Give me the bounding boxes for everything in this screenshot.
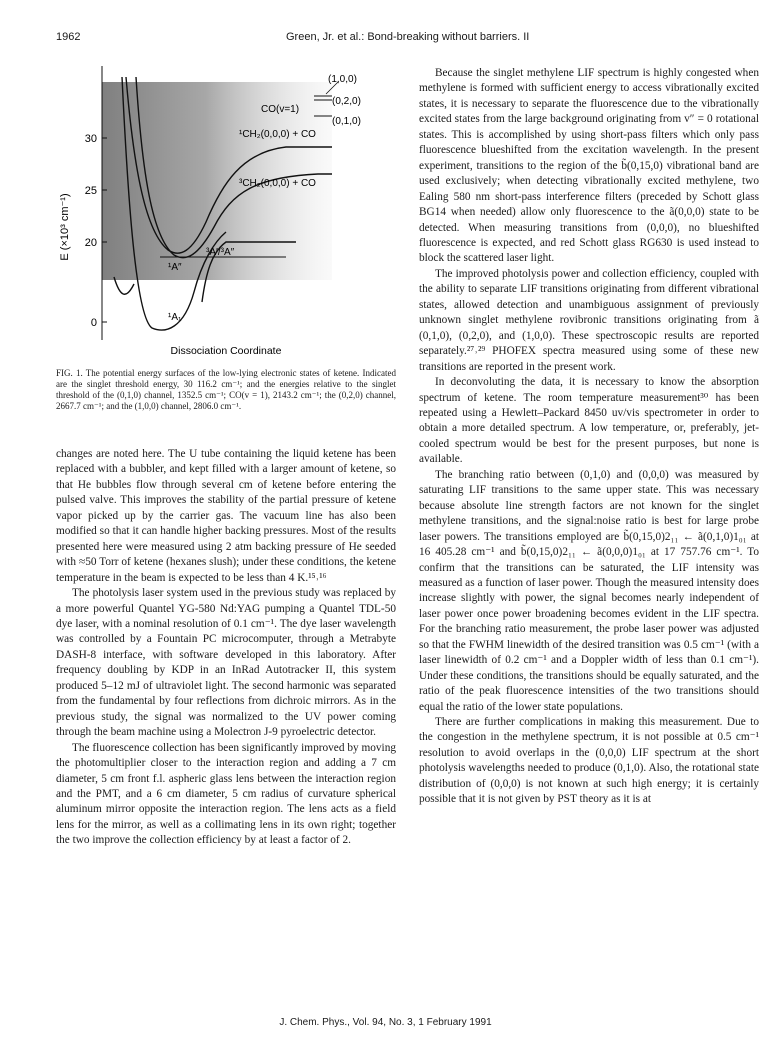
paragraph: Because the singlet methylene LIF spectrum is highly congested when methylene is formed with sufficient energy to access vibrationally excited states, it is necessary to separate the fluorescence due to the vibrationally excited states from the large background originating from v″ = 0 rotational states. This is accomplished by using short-pass filters which only pass fluorescence blueshifted from the excitation wavelength. In the present experiment, transitions to the region of the b̃(0,15,0) vibrational band are used exclusively; when detecting vibrationally excited methylene, two Ealing 580 nm short-pass interference filters (preceded by Schott glass BG14 when needed) allow only fluorescence to the ã(0,0,0) state to be detected. When measuring transitions from (0,0,0), no blueshifted fluorescence is expected, and red Schott glass RG630 is used instead to block the scattered laser light. <box>419 67 759 265</box>
label-3a: ³A′/³A″ <box>206 247 235 258</box>
figure-1 <box>56 52 396 360</box>
label-triplet-ch2: ³CH₂(0,0,0) + CO <box>239 178 316 189</box>
paragraph: The fluorescence collection has been significantly improved by moving the photomultiplier closer to the interaction region and adding a 7 cm diameter, 5 cm front f.l. aspheric glass lens between the interaction region and the PMT, and a 6 cm diameter, 5 cm radius of curvature spherical aluminum mirror opposite the interaction region. The lens acts as a field lens for the mirror, as well as a collimating lens in its own right; together the two improve the collection efficiency by at least a factor of 2. <box>56 741 396 847</box>
paragraph: In deconvoluting the data, it is necessary to know the absorption spectrum of ketene. The room temperature measurement³⁰ has been repeated using a Hewlett–Packard 8450 uv/vis spectrometer in order to obtain a more detailed spectrum. A low temperature, or, preferably, jet-cooled spectrum would be best for the present purposes, but none is available. <box>419 376 759 466</box>
label-1a1: ¹A₁ <box>168 312 182 323</box>
paragraph: The photolysis laser system used in the previous study was replaced by a more powerful Quantel YG-580 Nd:YAG pumping a Quantel TDL-50 dye laser, with a nominal resolution of 0.1 cm⁻¹. The dye laser wavelength was controlled by a Fountain PC microcomputer, through a Metrabyte DASH-8 interface, with software developed in this laboratory. After frequency doubling by KDP in an InRad Autotracker II, this system produced 5–12 mJ of ultraviolet light. The second harmonic was separated from the fundamental by four reflections from dichroic mirrors. As in the previous study, the signal was normalized to the UV power coming through the beam machine using a Molectron J-9 pyroelectric detector. <box>56 587 396 739</box>
figure-caption: FIG. 1. The potential energy surfaces of the low-lying electronic states of ketene. Indicated are the singlet threshold energy, 30 116.2 cm⁻¹; and the energies relative to the singlet threshold of the (0,1,0) channel, 1352.5 cm⁻¹; CO(v = 1), 2143.2 cm⁻¹; the (0,2,0) channel, 2667.7 cm⁻¹; and the (1,0,0) channel, 2806.0 cm⁻¹. <box>56 368 396 412</box>
y-axis-label: E (×10³ cm⁻¹) <box>59 193 71 261</box>
potential-energy-diagram <box>56 52 396 360</box>
y-tick-25: 25 <box>84 185 97 197</box>
label-010: (0,1,0) <box>332 116 361 127</box>
journal-footer: J. Chem. Phys., Vol. 94, No. 3, 1 February 1991 <box>279 1017 492 1028</box>
x-axis-label: Dissociation Coordinate <box>170 345 282 357</box>
paragraph: The branching ratio between (0,1,0) and (0,0,0) was measured by saturating LIF transitions to the same upper state. This was necessary because absolute line strength factors are not known for the singlet methylene transitions, and the signal:noise ratio is best for large probe laser powers. The transitions employed are b̃(0,15,0)2₁₁ ← ã(0,1,0)1₀₁ at 16 405.28 cm⁻¹ and b̃(0,15,0)2₁₁ ← ã(0,0,0)1₀₁ at 17 757.76 cm⁻¹. To confirm that the transitions can be saturated, the LIF intensity was measured as a function of laser power. Though the measured intensity does increase slightly with power, the signal becomes nearly independent of laser power once power broadening becomes evident in the LIF spectra. For the branching ratio measurement, the probe laser power was adjusted so that the FWHM linewidth of the desired transition was 0.5 cm⁻¹ (with a laser linewidth of 0.2 cm⁻¹ and a Doppler width of less than 0.1 cm⁻¹). Under these conditions, the transitions should be equally saturated, and the ratio of the peak fluorescence intensities of the two transitions should equal the ratio of the lower state populations. <box>419 468 759 713</box>
y-tick-30: 30 <box>84 133 97 145</box>
y-tick-0: 0 <box>90 317 97 329</box>
y-tick-20: 20 <box>84 237 97 249</box>
label-100: (1,0,0) <box>328 74 357 85</box>
running-title: Green, Jr. et al.: Bond-breaking without barriers. II <box>286 31 530 43</box>
label-co-v1: CO(v=1) <box>261 104 300 115</box>
paragraph: The improved photolysis power and collection efficiency, coupled with the ability to separate LIF transitions originating from different vibrational states, allowed detection and unambiguous assignment of previously unknown singlet methylene rovibronic transitions originating from ã (0,1,0), (0,2,0), and (1,0,0). These spectroscopic results are reported separately.²⁷˒²⁹ PHOFEX spectra measured using some of these new transitions are reported in the present work. <box>419 267 759 373</box>
label-singlet-ch2: ¹CH₂(0,0,0) + CO <box>239 129 316 140</box>
paragraph: There are further complications in making this measurement. Due to the congestion in the methylene spectrum, it is not possible at 0.5 cm⁻¹ resolution to avoid overlaps in the (0,0,0) LIF spectrum at the short photolysis wavelengths needed to produce (0,1,0). Also, the rotational state distribution of (0,0,0) is not known at such high energy; it is certainly possible that it is not given by PST theory as it is at <box>419 716 759 806</box>
page-number: 1962 <box>56 31 81 43</box>
label-020: (0,2,0) <box>332 96 361 107</box>
paragraph: changes are noted here. The U tube containing the liquid ketene has been replaced with a bubbler, and kept filled with a larger amount of ketene, so that He bubbles flow through several cm of ketene before entering the pulsed valve. This improves the stability of the partial pressure of ketene vapor picked up by the carrier gas. The vacuum line has also been modified so that it can handle higher backing pressures. Most of the results presented here were measured using 2 atm backing pressure of He seeded with ≈50 Torr of ketene (hexanes slush); under these conditions, the ketene temperature in the beam is expected to be less than 4 K.¹⁵˒¹⁶ <box>56 448 396 584</box>
label-1a2: ¹A″ <box>168 262 182 273</box>
right-column <box>419 66 759 808</box>
left-column <box>56 447 396 849</box>
